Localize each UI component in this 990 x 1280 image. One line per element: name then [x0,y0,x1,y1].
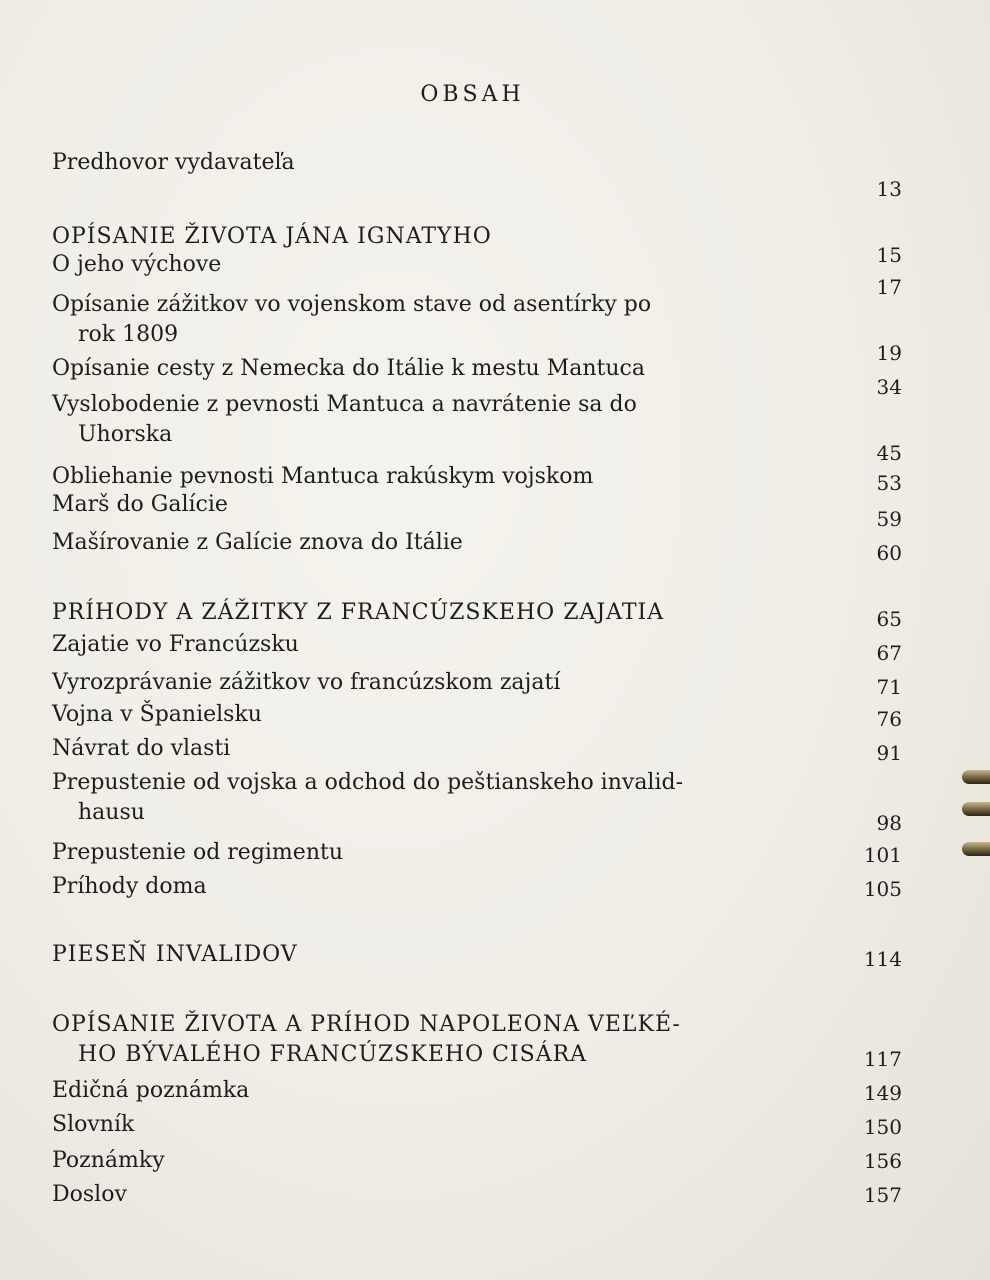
toc-entry-title-continuation: rok 1809 [78,322,179,347]
toc-entry-title: OPÍSANIE ŽIVOTA JÁNA IGNATYHO [52,224,492,249]
toc-page-number: 13 [876,177,902,201]
toc-entry-title: Prepustenie od regimentu [52,840,343,865]
toc-entry [52,354,902,399]
toc-section-entry [52,1010,902,1070]
toc-entry [52,490,902,531]
toc-page-number: 17 [876,275,902,299]
toc-entry-title: Edičná poznámka [52,1078,250,1103]
toc-entry [52,872,902,902]
toc-page-number: 65 [876,607,902,631]
toc-page-number: 156 [863,1149,902,1173]
toc-page-number: 34 [876,375,902,399]
toc-entry [52,1146,902,1176]
toc-page-number: 98 [876,811,902,835]
toc-entry-title: Slovník [52,1112,135,1137]
toc-entry [52,528,902,565]
toc-entry [52,390,902,465]
toc-entry-title: OPÍSANIE ŽIVOTA A PRÍHOD NAPOLEONA VEĽKÉ- [52,1012,681,1037]
toc-entry-title: Vyslobodenie z pevnosti Mantuca a navrátenie sa do [52,392,637,417]
toc-entry [52,1110,902,1140]
toc-page-number: 76 [876,707,902,731]
binder-ring [962,802,990,816]
toc-entry-title: Zajatie vo Francúzsku [52,632,299,657]
toc-entry-title: Vojna v Španielsku [52,702,262,727]
toc-entry [52,838,902,868]
toc-page-number: 150 [863,1115,902,1139]
toc-entry [52,462,902,495]
toc-entry-title-continuation: Uhorska [78,422,173,447]
toc-section-entry [52,598,902,631]
toc-entry-title: Vyrozprávanie zážitkov vo francúzskom zajatí [52,670,561,695]
toc-entry-title: Príhody doma [52,874,207,899]
binder-ring [962,770,990,784]
toc-page-number: 60 [876,541,902,565]
toc-entry-title: Opísanie cesty z Nemecka do Itálie k mestu Mantuca [52,356,645,381]
toc-entry-title: Prepustenie od vojska a odchod do peštianskeho invalid- [52,770,684,795]
toc-entry-title: Návrat do vlasti [52,736,231,761]
binder-ring [962,842,990,856]
toc-page-number: 19 [876,341,902,365]
toc-heading: OBSAH [420,82,525,107]
toc-entry [52,768,902,835]
toc-entry [52,630,902,665]
toc-entry [52,734,902,764]
toc-page-number: 53 [876,471,902,495]
toc-entry-title: Poznámky [52,1148,165,1173]
toc-page-number: 117 [863,1047,902,1071]
toc-entry [52,250,902,299]
toc-entry [52,1180,902,1210]
toc-page-number: 149 [863,1081,902,1105]
toc-entry-title: Opísanie zážitkov vo vojenskom stave od asentírky po [52,292,652,317]
toc-page-number: 15 [876,243,902,267]
toc-entry [52,1076,902,1106]
toc-page-number: 71 [876,675,902,699]
toc-entry-title-continuation: HO BÝVALÉHO FRANCÚZSKEHO CISÁRA [78,1042,588,1067]
toc-entry-title: Doslov [52,1182,127,1207]
toc-entry [52,148,902,201]
toc-entry-title: Marš do Galície [52,492,228,517]
toc-section-entry [52,940,902,970]
toc-entry-title: O jeho výchove [52,252,222,277]
toc-entry-title: Obliehanie pevnosti Mantuca rakúskym vojskom [52,464,594,489]
toc-page-number: 45 [876,441,902,465]
toc-entry-title: PIESEŇ INVALIDOV [52,942,298,967]
toc-entry [52,700,902,730]
toc-entry-title-continuation: hausu [78,800,145,825]
toc-page-number: 114 [863,947,902,971]
toc-entry-title: Mašírovanie z Galície znova do Itálie [52,530,463,555]
toc-entry-title: PRÍHODY A ZÁŽITKY Z FRANCÚZSKEHO ZAJATIA [52,600,665,625]
binder-rings [960,770,990,880]
toc-page-number: 67 [876,641,902,665]
toc-page-number: 59 [876,507,902,531]
toc-page-number: 157 [863,1183,902,1207]
toc-page-number: 101 [863,843,902,867]
toc-page-number: 91 [876,741,902,765]
toc-page-number: 105 [863,877,902,901]
toc-entry [52,290,902,365]
toc-entry [52,668,902,698]
toc-entry-title: Predhovor vydavateľa [52,150,295,175]
